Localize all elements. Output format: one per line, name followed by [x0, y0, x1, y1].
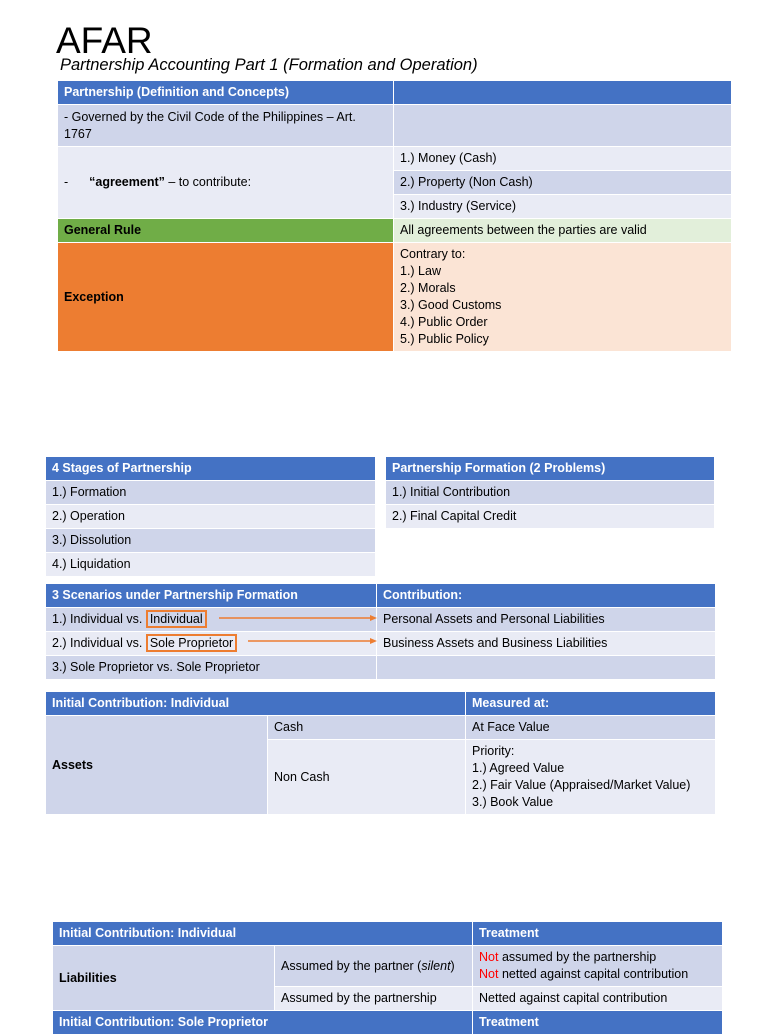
exception-line: 4.) Public Order: [400, 315, 488, 329]
agreement-rest: – to contribute:: [164, 175, 252, 189]
assumed-by-partner: [275, 946, 473, 987]
treatment-cell: [473, 946, 723, 987]
table-header: 3 Scenarios under Partnership Formation: [46, 584, 377, 608]
priority-line: Priority:: [472, 744, 515, 758]
table-header-blank: [394, 81, 732, 105]
exception-line: 2.) Morals: [400, 281, 456, 295]
liabilities-label: Liabilities: [53, 946, 275, 1011]
cash-cell: Cash: [268, 716, 466, 740]
exception-line: 1.) Law: [400, 264, 441, 278]
table-header: Measured at:: [466, 692, 716, 716]
scenario-cell: [46, 608, 377, 632]
stage-item: 1.) Formation: [46, 481, 376, 505]
contribution-item: 3.) Industry (Service): [394, 195, 732, 219]
scenario-prefix: 2.) Individual vs.: [52, 636, 143, 650]
table-header: 4 Stages of Partnership: [46, 457, 376, 481]
priority-line: 3.) Book Value: [472, 795, 554, 809]
liabilities-table: [52, 921, 723, 1035]
stage-item: 2.) Operation: [46, 505, 376, 529]
silent-text: silent: [421, 958, 451, 973]
exception-label: Exception: [58, 243, 394, 352]
not-word: Not: [479, 967, 499, 981]
scenario-cell: [46, 632, 377, 656]
table-header: Initial Contribution: Individual: [53, 922, 473, 946]
blank-cell: [394, 105, 732, 147]
contribution-item: 1.) Money (Cash): [394, 147, 732, 171]
assumed-by-partnership: Assumed by the partnership: [275, 987, 473, 1011]
treatment-text: netted against capital contribution: [498, 967, 689, 981]
highlight-box: Individual: [146, 610, 207, 628]
assets-table: [45, 691, 716, 815]
cash-value: At Face Value: [466, 716, 716, 740]
contribution-cell: Business Assets and Business Liabilities: [377, 632, 716, 656]
problem-item: 2.) Final Capital Credit: [386, 505, 715, 529]
table-header: Initial Contribution: Sole Proprietor: [53, 1011, 473, 1035]
general-rule-label: General Rule: [58, 219, 394, 243]
exception-value: [394, 243, 732, 352]
problem-item: 1.) Initial Contribution: [386, 481, 715, 505]
noncash-cell: Non Cash: [268, 740, 466, 815]
agreement-term: “agreement”: [89, 175, 165, 189]
stages-table: [45, 456, 376, 577]
agreement-cell: [58, 147, 394, 219]
exception-line: 3.) Good Customs: [400, 298, 502, 312]
assets-label: Assets: [46, 716, 268, 815]
page-title: AFAR: [56, 20, 153, 61]
agreement-dash: -: [64, 175, 69, 189]
table-header: Initial Contribution: Individual: [46, 692, 466, 716]
governed-cell: - Governed by the Civil Code of the Philippines – Art. 1767: [58, 105, 394, 147]
highlight-box: Sole Proprietor: [146, 634, 237, 652]
table-header: Contribution:: [377, 584, 716, 608]
page-subtitle: Partnership Accounting Part 1 (Formation and Operation): [60, 56, 478, 74]
scenario-prefix: 1.) Individual vs.: [52, 612, 143, 626]
treatment-cell: Netted against capital contribution: [473, 987, 723, 1011]
table-header: Treatment: [473, 922, 723, 946]
priority-line: 1.) Agreed Value: [472, 761, 565, 775]
contribution-item: 2.) Property (Non Cash): [394, 171, 732, 195]
formation-problems-table: [385, 456, 715, 529]
table-header: Partnership Formation (2 Problems): [386, 457, 715, 481]
general-rule-value: All agreements between the parties are valid: [394, 219, 732, 243]
table-header: Partnership (Definition and Concepts): [58, 81, 394, 105]
stage-item: 4.) Liquidation: [46, 553, 376, 577]
priority-line: 2.) Fair Value (Appraised/Market Value): [472, 778, 691, 792]
not-word: Not: [479, 950, 499, 964]
treatment-text: assumed by the partnership: [498, 950, 657, 964]
table-header: Treatment: [473, 1011, 723, 1035]
scenarios-table: [45, 583, 716, 680]
partnership-definition-table: [57, 80, 732, 352]
exception-line: 5.) Public Policy: [400, 332, 489, 346]
blank-cell: [377, 656, 716, 680]
exception-line: Contrary to:: [400, 247, 466, 261]
scenario-cell: 3.) Sole Proprietor vs. Sole Proprietor: [46, 656, 377, 680]
assumed-partner-close: ): [450, 958, 455, 973]
stage-item: 3.) Dissolution: [46, 529, 376, 553]
assumed-partner-text: Assumed by the partner (: [281, 958, 422, 973]
priority-cell: [466, 740, 716, 815]
contribution-cell: Personal Assets and Personal Liabilities: [377, 608, 716, 632]
